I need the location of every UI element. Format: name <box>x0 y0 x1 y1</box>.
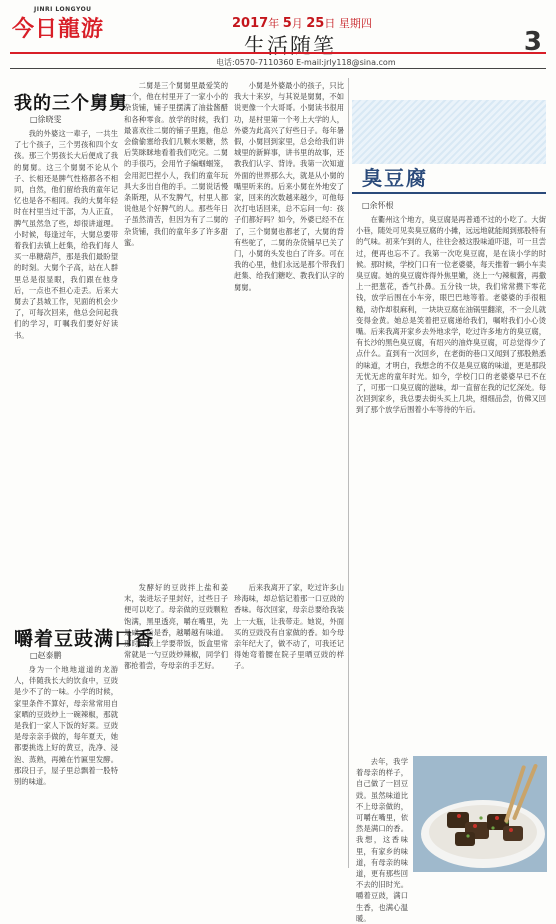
logo-chinese: 今日龍游 <box>12 16 105 42</box>
fried-tofu-image <box>413 756 547 872</box>
article-title-douchi: 嚼着豆豉满口香 <box>14 628 155 650</box>
section-title: 生活随笔 <box>244 34 336 58</box>
byline-douchi: □赵泰鹏 <box>30 651 62 660</box>
article-uncles-col3: 小舅是外婆最小的孩子，只比我大十来岁，与其说是舅舅，不如说更像一个大哥哥。小舅读书很用功，是村里第一个考上大学的人，外婆为此高兴了好些日子。每年暑假，小舅回到家里，总会给我们讲城里的新鲜事，讲书里的故事，还教我们认字、背诗。我第一次知道外面的世界那么大，就是从小舅的嘴里听来的。后来小舅在外地安了家，回来的次数越来越少，可他每次打电话回来，总不忘问一句：孩子们都好吗？如今，外婆已经不在了，三个舅舅也都老了，大舅的背有些驼了，二舅的杂货铺早已关了门，小舅的头发也白了许多。可在我的心里，他们永远是那个带我们赶集、给我们糖吃、教我们认字的舅舅。 <box>234 81 344 292</box>
article-title-uncles: 我的三个舅舅 <box>14 93 128 114</box>
article-uncles-col2: 二舅是三个舅舅里最爱笑的一个，他在村里开了一家小小的杂货铺，铺子里摆满了油盐酱醋和各种零食。放学的时候，我们最喜欢往二舅的铺子里跑，他总会偷偷塞给我们几颗水果糖，然后笑眯眯地看着我们吃完。二舅的手很巧，会用竹子编蝈蝈笼，会用泥巴捏小人，我们的童年玩具大多出自他的手。二舅说话慢条斯理，从不发脾气，村里人都说他是个好脾气的人。那些年日子虽然清苦，但因为有了二舅的杂货铺，我们的童年多了许多甜蜜。 <box>124 81 228 247</box>
issue-date: 2017年 5月 25日 星期四 <box>232 16 372 31</box>
article-douchi-col3: 后来我离开了家，吃过许多山珍海味，却总惦记着那一口豆豉的香味。每次回家，母亲总要给我装上一大瓶，让我带走。她说，外面买的豆豉没有自家做的香。如今母亲年纪大了，做不动了，可我还记得她弯着腰在院子里晒豆豉的样子。 <box>234 583 344 671</box>
byline-stinky-tofu: □余怀根 <box>362 201 394 210</box>
top-rule-thin <box>10 68 546 69</box>
column-divider <box>348 78 349 868</box>
article-title-stinky-tofu: 臭豆腐 <box>362 166 428 190</box>
article-douchi-col2: 发酵好的豆豉拌上盐和姜末，装进坛子里封好，过些日子便可以吃了。母亲做的豆豉颗粒饱满，黑里透亮，嚼在嘴里，先是咸，后是香，越嚼越有味道。那时候我上学要带饭，饭盒里常常就是一勺豆豉炒辣椒，同学们都抢着尝，夸母亲的手艺好。 <box>124 583 228 671</box>
article-douchi-col1: 身为一个地地道道的龙游人，伴随我长大的饮食中，豆豉是少不了的一味。小学的时候，家里条件不算好，母亲常常用自家晒的豆豉炒上一碗辣椒，那就是我们一家人下饭的好菜。豆豉是母亲亲手做的，每年夏天，她都要挑选上好的黄豆，洗净、浸泡、蒸熟，再摊在竹匾里发酵。那段日子，屋子里总飘着一股特别的味道。 <box>14 665 118 787</box>
article-stinky-tofu-text: 在衢州这个地方，臭豆腐是再普通不过的小吃了。大街小巷，随处可见卖臭豆腐的小摊，远远地就能闻到那股特有的气味。初来乍到的人，往往会被这股味道吓退，可一旦尝过，便再也忘不了。我第一次吃臭豆腐，是在读小学的时候。那时候，学校门口有一位老婆婆，每天推着一辆小车卖臭豆腐。她的臭豆腐炸得外焦里嫩，浇上一勺辣椒酱，再撒上一把葱花，香气扑鼻。五分钱一块，我们常常攒下零花钱，放学后围在小车旁，眼巴巴地等着。老婆婆的手很粗糙，动作却很麻利，一块块豆腐在油锅里翻滚，不一会儿就变得金黄。她总是笑着把豆腐递给我们，嘱咐我们小心烫嘴。后来我离开家乡去外地求学，吃过许多地方的臭豆腐，有长沙的黑色臭豆腐，有绍兴的油炸臭豆腐，可总觉得少了点什么。直到有一次回乡，在老街的巷口又闻到了那股熟悉的味道，才明白，我想念的不仅是臭豆腐的味道，更是那段无忧无虑的童年时光。如今，学校门口的老婆婆早已不在了，可那一口臭豆腐的滋味，却一直留在我的记忆深处。每次回到家乡，我总要去街头买上几块，细细品尝，仿佛又回到了那个放学后围着小车等待的午后。 <box>356 215 546 415</box>
masthead <box>0 0 556 70</box>
byline-uncles: □徐晓雯 <box>30 115 62 124</box>
article-douchi-col4: 去年，我学着母亲的样子，自己做了一回豆豉。虽然味道比不上母亲做的，可嚼在嘴里，依然是满口的香。我想，这香味里，有家乡的味道，有母亲的味道，更有那些回不去的旧时光。嚼着豆豉，满口生香，也满心温暖。 <box>356 757 408 923</box>
logo-english: JINRI LONGYOU <box>34 6 92 13</box>
tofu-photo <box>413 756 547 872</box>
top-rule <box>10 52 546 54</box>
page-number: 3 <box>523 27 542 57</box>
contact-line: 电话:0570-7110360 E-mail:jrly118@sina.com <box>216 58 396 67</box>
article-uncles-col1: 我的外婆这一辈子，一共生了七个孩子，三个男孩和四个女孩。那三个男孩长大后便成了我的舅舅。这三个舅舅不论从个子、长相还是脾气性格都各不相同，自然，他们留给我的童年记忆也是各不相同。我的大舅年轻时在村里当过干部，为人正直，脾气虽然急了些，却很讲道理。小时候，每逢过年，大舅总要带着我们去镇上赶集，给我们每人买一串糖葫芦，那是我们最盼望的时刻。大舅个子高，站在人群里总是很显眼，我们跟在他身后，一点也不担心走丢。后来大舅去了县城工作，见面的机会少了，可每次回来，他总会问起我们的学习，叮嘱我们要好好读书。 <box>14 129 118 340</box>
